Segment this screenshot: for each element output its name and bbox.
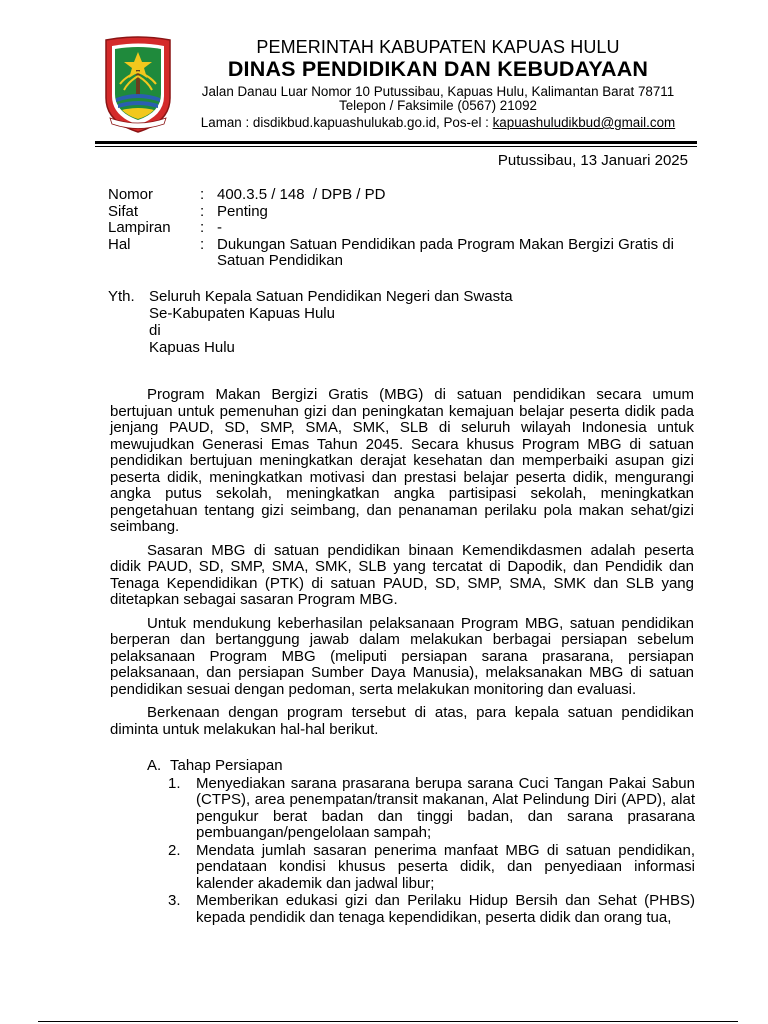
letterhead-divider-thin <box>95 146 697 147</box>
list-text: Mendata jumlah sasaran penerima manfaat MBG di satuan pendidikan, pendataan kondisi khusus peserta didik, dan penyediaan informasi kalender akademik dan jadwal libur; <box>196 841 695 892</box>
meta-row-lampiran <box>108 220 708 237</box>
section-heading <box>147 758 695 775</box>
recipient-label: Yth. <box>108 288 135 305</box>
letterhead-agency: DINAS PENDIDIKAN DAN KEBUDAYAAN <box>227 57 649 81</box>
recipient-line: Seluruh Kepala Satuan Pendidikan Negeri dan Swasta <box>149 288 513 305</box>
meta-colon: : <box>200 202 205 220</box>
meta-colon: : <box>200 186 205 203</box>
list-item <box>168 776 695 842</box>
recipient-line: Kapuas Hulu <box>149 339 235 356</box>
meta-value: Dukungan Satuan Pendidikan pada Program Makan Bergizi Gratis di Satuan Pendidikan <box>217 235 674 269</box>
list-text: Memberikan edukasi gizi dan Perilaku Hidup Bersih dan Sehat (PHBS) kepada pendidik dan tenaga kependidikan, peserta didik dan orang tua, <box>196 892 695 926</box>
list-item <box>168 893 695 926</box>
body-paragraph: Sasaran MBG di satuan pendidikan binaan Kemendikdasmen adalah peserta didik PAUD, SD, SMP, SMA, SMK, SLB yang tercatat di Dapodik, dan Pendidik dan Tenaga Kependidikan (PTK) di satuan PAUD, SD, SMP, SMA, SMK dan SLB yang ditetapkan sebagai sasaran Program MBG. <box>110 541 694 608</box>
letterhead-web <box>178 115 698 130</box>
meta-colon: : <box>200 219 205 236</box>
list-item <box>168 843 695 893</box>
letterhead-web-prefix: Laman : disdikbud.kapuashulukab.go.id, Pos-el : <box>200 115 493 130</box>
meta-row-hal <box>108 237 708 270</box>
section-preparation <box>147 758 695 927</box>
body-paragraph: Untuk mendukung keberhasilan pelaksanaan Program MBG, satuan pendidikan berperan dan bertanggung jawab dalam melakukan berbagai persiapan sebelum pelaksanaan Program MBG (meliputi persiapan sarana prasarana, persiapan pelaksanaan, dan persiapan Sumber Daya Manusia), melaksanakan MBG di satuan pendidikan sesuai dengan pedoman, serta melakukan monitoring dan evaluasi. <box>110 614 694 698</box>
list-number: 3. <box>168 892 181 909</box>
section-title: Tahap Persiapan <box>170 757 283 774</box>
meta-value: 400.3.5 / 148 / DPB / PD <box>217 186 386 203</box>
section-marker: A. <box>147 757 162 774</box>
meta-row-nomor <box>108 187 708 204</box>
meta-colon: : <box>200 235 205 253</box>
letterhead-phone: Telepon / Faksimile (0567) 21092 <box>339 98 537 113</box>
body-paragraph: Berkenaan dengan program tersebut di atas, para kepala satuan pendidikan diminta untuk melakukan hal-hal berikut. <box>110 704 694 738</box>
meta-key: Hal <box>108 235 131 253</box>
recipient-lines <box>149 288 513 356</box>
list-number: 2. <box>168 841 181 859</box>
page-bottom-divider <box>38 1021 738 1022</box>
meta-row-sifat <box>108 204 708 221</box>
letterhead-address: Jalan Danau Luar Nomor 10 Putussibau, Kapuas Hulu, Kalimantan Barat 78711 <box>201 84 675 99</box>
recipient-line: Se-Kabupaten Kapuas Hulu <box>149 305 335 322</box>
letterhead-government: PEMERINTAH KABUPATEN KAPUAS HULU <box>256 37 620 57</box>
letter-meta <box>108 187 708 270</box>
list-text: Menyediakan sarana prasarana berupa sarana Cuci Tangan Pakai Sabun (CTPS), area penempatan/transit makanan, Alat Pelindung Diri (APD), alat pengukur berat badan dan tinggi badan, dan sarana prasarana pembuangan/pengelolaan sampah; <box>196 774 695 841</box>
letter-body <box>110 387 694 745</box>
meta-key: Nomor <box>108 186 154 203</box>
meta-key: Lampiran <box>108 219 171 236</box>
letterhead-email-link[interactable]: kapuashuludikbud@gmail.com <box>492 115 676 130</box>
recipient-line: di <box>149 322 161 339</box>
meta-value: - <box>217 219 222 236</box>
meta-value: Penting <box>217 202 268 220</box>
regency-emblem-icon <box>100 36 176 134</box>
section-items <box>168 776 695 927</box>
meta-key: Sifat <box>108 202 139 220</box>
list-number: 1. <box>168 774 181 792</box>
body-paragraph: Program Makan Bergizi Gratis (MBG) di satuan pendidikan secara umum bertujuan untuk pemenuhan gizi dan peningkatan kemajuan belajar peserta didik pada jenjang PAUD, SD, SMP, SMA, SMK, SLB di seluruh wilayah Indonesia untuk mewujudkan Generasi Emas Tahun 2045. Secara khusus Program MBG di satuan pendidikan bertujuan meningkatkan derajat kesehatan dan memperbaiki asupan gizi peserta didik, meningkatkan motivasi dan prestasi belajar peserta didik, mengurangi angka putus sekolah, meningkatkan angka partisipasi sekolah, meningkatkan pengetahuan tentang gizi seimbang, dan penanaman perilaku pola makan sehat/gizi seimbang. <box>110 386 694 535</box>
letter-date: Putussibau, 13 Januari 2025 <box>497 152 688 169</box>
letterhead-divider-thick <box>95 141 697 144</box>
